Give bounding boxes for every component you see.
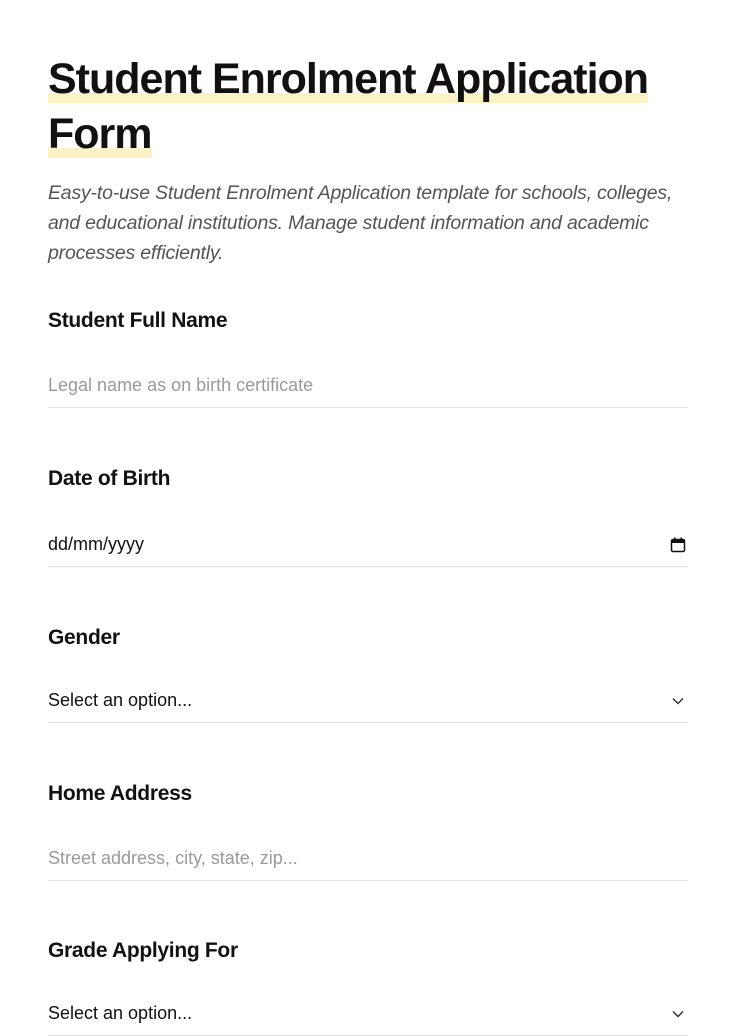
address-input[interactable] <box>48 848 688 869</box>
dob-value: dd/mm/yyyy <box>48 534 145 554</box>
gender-select[interactable] <box>48 679 688 723</box>
dob-field <box>48 466 688 492</box>
form-description: Easy-to-use Student Enrolment Application template for schools, colleges, and educational institutions. Manage student information and academic processes efficiently. <box>48 182 673 264</box>
grade-select[interactable] <box>48 992 688 1036</box>
dob-label: Date of Birth <box>48 467 171 490</box>
form-title-line-1: Student Enrolment Application <box>48 55 649 103</box>
address-label: Home Address <box>48 782 192 805</box>
full-name-control[interactable] <box>48 364 688 408</box>
grade-selected-value: Select an option... <box>48 1003 193 1023</box>
enrolment-form <box>48 0 688 1023</box>
chevron-down-icon <box>669 692 687 710</box>
gender-label: Gender <box>48 626 120 649</box>
calendar-icon[interactable] <box>669 536 687 554</box>
full-name-label: Student Full Name <box>48 309 228 332</box>
gender-field <box>48 625 688 651</box>
grade-field <box>48 938 688 964</box>
gender-selected-value: Select an option... <box>48 690 193 710</box>
full-name-field <box>48 308 688 334</box>
form-title <box>48 0 688 162</box>
address-field <box>48 781 688 807</box>
dob-input[interactable] <box>48 523 688 567</box>
form-title-line-2: Form <box>48 110 152 158</box>
address-control[interactable] <box>48 837 688 881</box>
chevron-down-icon <box>669 1005 687 1023</box>
grade-label: Grade Applying For <box>48 939 238 962</box>
full-name-input[interactable] <box>48 375 688 396</box>
